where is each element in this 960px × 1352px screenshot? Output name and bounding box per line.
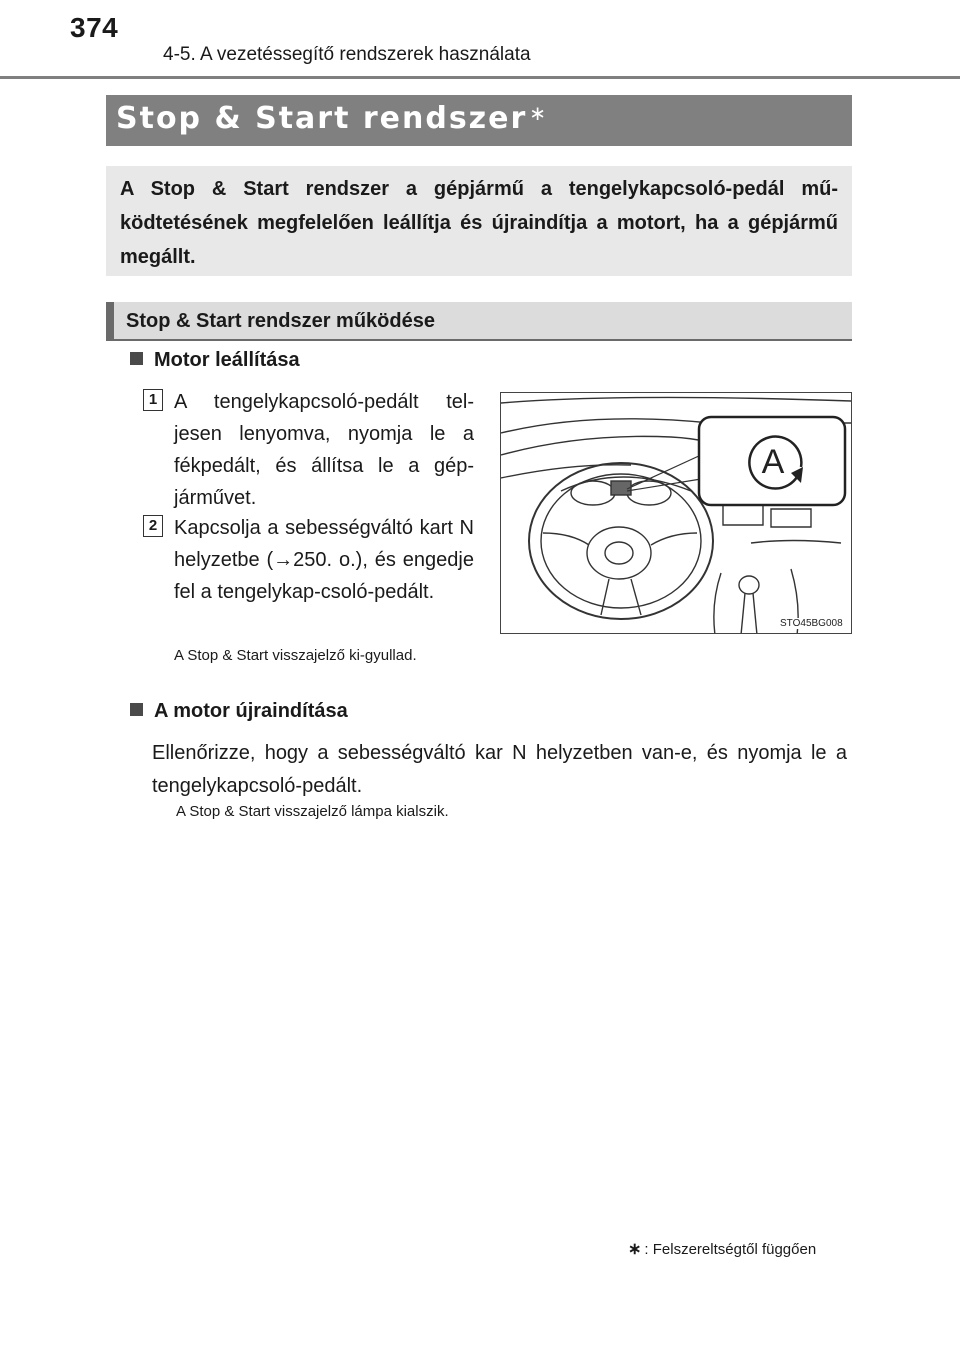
breadcrumb: 4-5. A vezetéssegítő rendszerek használata <box>163 44 531 65</box>
page-title-text: Stop & Start rendszer <box>116 101 528 136</box>
stop-start-icon-letter: A <box>761 443 785 481</box>
section-rule <box>106 339 852 341</box>
intro-text: A Stop & Start rendszer a gépjármű a tengelykapcsoló-pedál mű-ködtetésének megfelelően leállítja és újraindítja a motort, ha a gépjármű megállt. <box>120 178 838 268</box>
stop-engine-note: A Stop & Start visszajelző ki-gyullad. <box>174 647 417 664</box>
dashboard-illustration <box>500 392 852 634</box>
subheading-restart-engine <box>130 700 348 723</box>
square-bullet-icon <box>130 703 143 716</box>
title-asterisk: ∗ <box>529 101 549 125</box>
section-accent <box>106 302 114 340</box>
subheading-stop-engine-text: Motor leállítása <box>154 349 300 371</box>
footnote-text: : Felszereltségtől függően <box>644 1241 817 1258</box>
section-title: Stop & Start rendszer működése <box>126 310 435 332</box>
subheading-stop-engine <box>130 349 300 372</box>
subheading-restart-engine-text: A motor újraindítása <box>154 700 348 722</box>
square-bullet-icon <box>130 352 143 365</box>
illustration-code: STO45BG008 <box>780 618 843 629</box>
footnote <box>628 1239 816 1259</box>
step-2-text: Kapcsolja a sebességváltó kart N helyzetbe (→250. o.), és engedje fel a tengelykap-csoló-pedált. <box>174 517 474 603</box>
restart-engine-note: A Stop & Start visszajelző lámpa kialszik. <box>176 803 449 820</box>
step-1-text: A tengelykapcsoló-pedált tel-jesen lenyomva, nyomja le a fékpedált, és állítsa le a gép-járművet. <box>174 391 474 509</box>
page-number: 374 <box>70 12 119 43</box>
dashboard-drawing <box>501 393 852 634</box>
step-number-1: 1 <box>143 389 163 411</box>
footnote-asterisk: ∗ <box>628 1241 642 1258</box>
header-rule <box>0 76 960 79</box>
page-title <box>116 101 548 136</box>
step-number-2: 2 <box>143 515 163 537</box>
restart-engine-text: Ellenőrizze, hogy a sebességváltó kar N helyzetben van-e, és nyomja le a tengelykapcsoló-pedált. <box>152 742 847 797</box>
